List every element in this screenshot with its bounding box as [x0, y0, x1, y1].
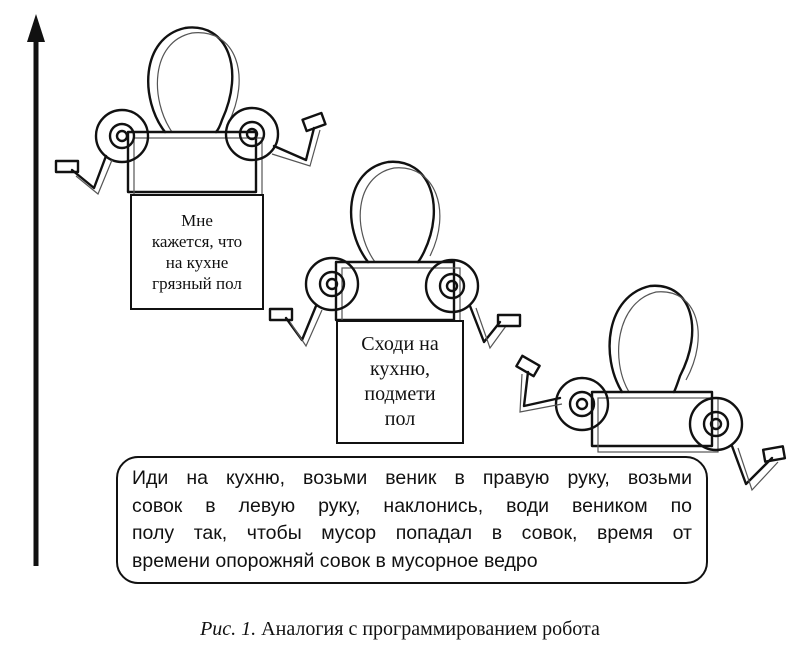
sign-2-line: кухню,: [369, 358, 431, 380]
sign-1-line: на кухне: [165, 253, 229, 272]
robot-2-speech-sign: [336, 320, 464, 444]
robot-1-speech-sign: [130, 194, 264, 310]
up-arrow: [27, 14, 45, 566]
figure-caption: [0, 618, 800, 641]
instruction-line: полу так, чтобы мусор попадал в совок, время от: [132, 522, 692, 544]
robot-1: [56, 27, 325, 198]
caption-label: Рис. 1.: [200, 618, 257, 640]
sign-1-line: Мне: [181, 210, 213, 230]
instruction-line: времени опорожняй совок в мусорное ведро: [132, 549, 538, 572]
instruction-line: совок в левую руку, наклонись, води веником по: [132, 494, 692, 517]
sign-2-line: подмети: [364, 383, 436, 405]
sign-2-line: Сходи на: [361, 333, 439, 355]
instruction-line: Иди на кухню, возьми веник в правую руку, возьми: [132, 467, 692, 489]
caption-text: Аналогия с программированием робота: [256, 618, 600, 640]
sign-1-line: кажется, что: [151, 231, 243, 251]
sign-2-line: пол: [384, 408, 416, 430]
instruction-bubble: [116, 456, 708, 584]
sign-1-line: грязный пол: [152, 274, 242, 294]
